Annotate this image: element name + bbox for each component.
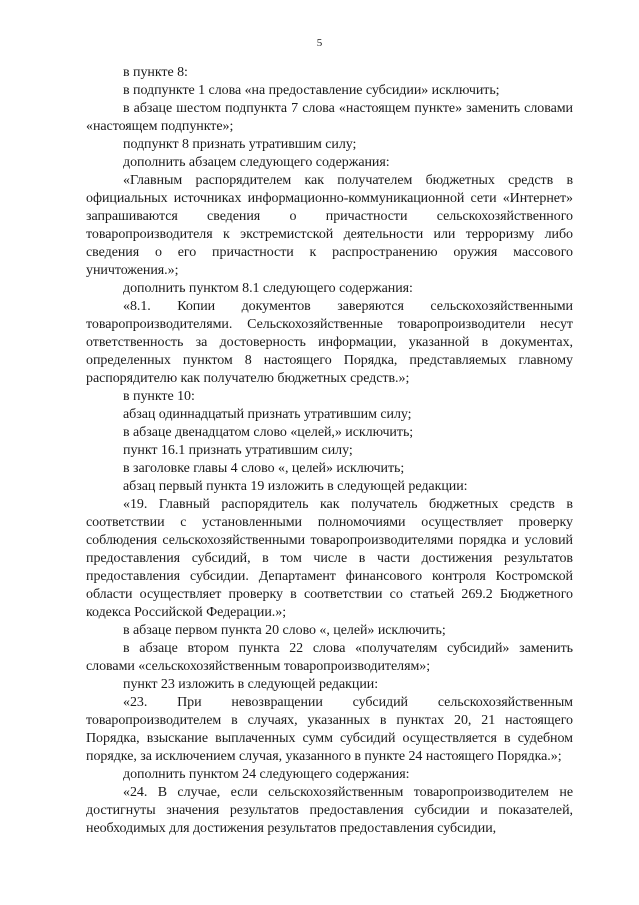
paragraph: в подпункте 1 слова «на предоставление субсидии» исключить; [123, 83, 500, 98]
paragraph: «24. В случае, если сельскохозяйственным товаропроизводителем не достигнуты значения результатов предоставления субсидии и показателей, необходимых для достижения результатов предоставления субсидии, [86, 785, 573, 836]
paragraph: подпункт 8 признать утратившим силу; [123, 137, 357, 152]
document-body [86, 64, 573, 838]
paragraph: дополнить абзацем следующего содержания: [123, 155, 390, 170]
page-number: 5 [316, 37, 323, 49]
paragraph: в заголовке главы 4 слово «, целей» исключить; [123, 461, 405, 476]
paragraph: в пункте 8: [123, 65, 188, 80]
paragraph: «8.1. Копии документов заверяются сельскохозяйственными товаропроизводителями. Сельскохозяйственные товаропроизводители несут ответственность за достоверность информации, указанной в документах, определенных пунктом 8 настоящего Порядка, представляемых главному распорядителю как получателю бюджетных средств.»; [86, 299, 573, 386]
paragraph: пункт 16.1 признать утратившим силу; [123, 443, 353, 458]
paragraph: в абзаце первом пункта 20 слово «, целей» исключить; [123, 623, 446, 638]
paragraph: дополнить пунктом 8.1 следующего содержания: [123, 281, 413, 296]
paragraph: «23. При невозвращении субсидий сельскохозяйственным товаропроизводителем в случаях, указанных в пунктах 20, 21 настоящего Порядка, взыскание выплаченных сумм субсидий осуществляется в судебном порядке, за исключением случая, указанного в пункте 24 настоящего Порядка.»; [86, 695, 573, 764]
paragraph: абзац одиннадцатый признать утратившим силу; [123, 407, 412, 422]
paragraph: «19. Главный распорядитель как получатель бюджетных средств в соответствии с установленными полномочиями осуществляет проверку соблюдения сельскохозяйственными товаропроизводителями порядка и условий предоставления субсидий, в том числе в части достижения результатов предоставления субсидии. Департамент финансового контроля Костромской области осуществляет проверку в соответствии со статьей 269.2 Бюджетного кодекса Российской Федерации.»; [86, 497, 573, 620]
paragraph: в пункте 10: [123, 389, 195, 404]
paragraph: в абзаце двенадцатом слово «целей,» исключить; [123, 425, 414, 440]
paragraph: дополнить пунктом 24 следующего содержания: [123, 767, 410, 782]
paragraph: пункт 23 изложить в следующей редакции: [123, 677, 379, 692]
paragraph: в абзаце шестом подпункта 7 слова «настоящем пункте» заменить словами «настоящем подпункте»; [86, 101, 573, 134]
paragraph: абзац первый пункта 19 изложить в следующей редакции: [123, 479, 468, 494]
paragraph: «Главным распорядителем как получателем бюджетных средств в официальных источниках информационно-коммуникационной сети «Интернет» запрашиваются сведения о причастности сельскохозяйственного товаропроизводителя к экстремистской деятельности или терроризму либо сведения о его причастности к распространению оружия массового уничтожения.»; [86, 173, 573, 278]
paragraph: в абзаце втором пункта 22 слова «получателям субсидий» заменить словами «сельскохозяйственным товаропроизводителям»; [86, 641, 573, 674]
